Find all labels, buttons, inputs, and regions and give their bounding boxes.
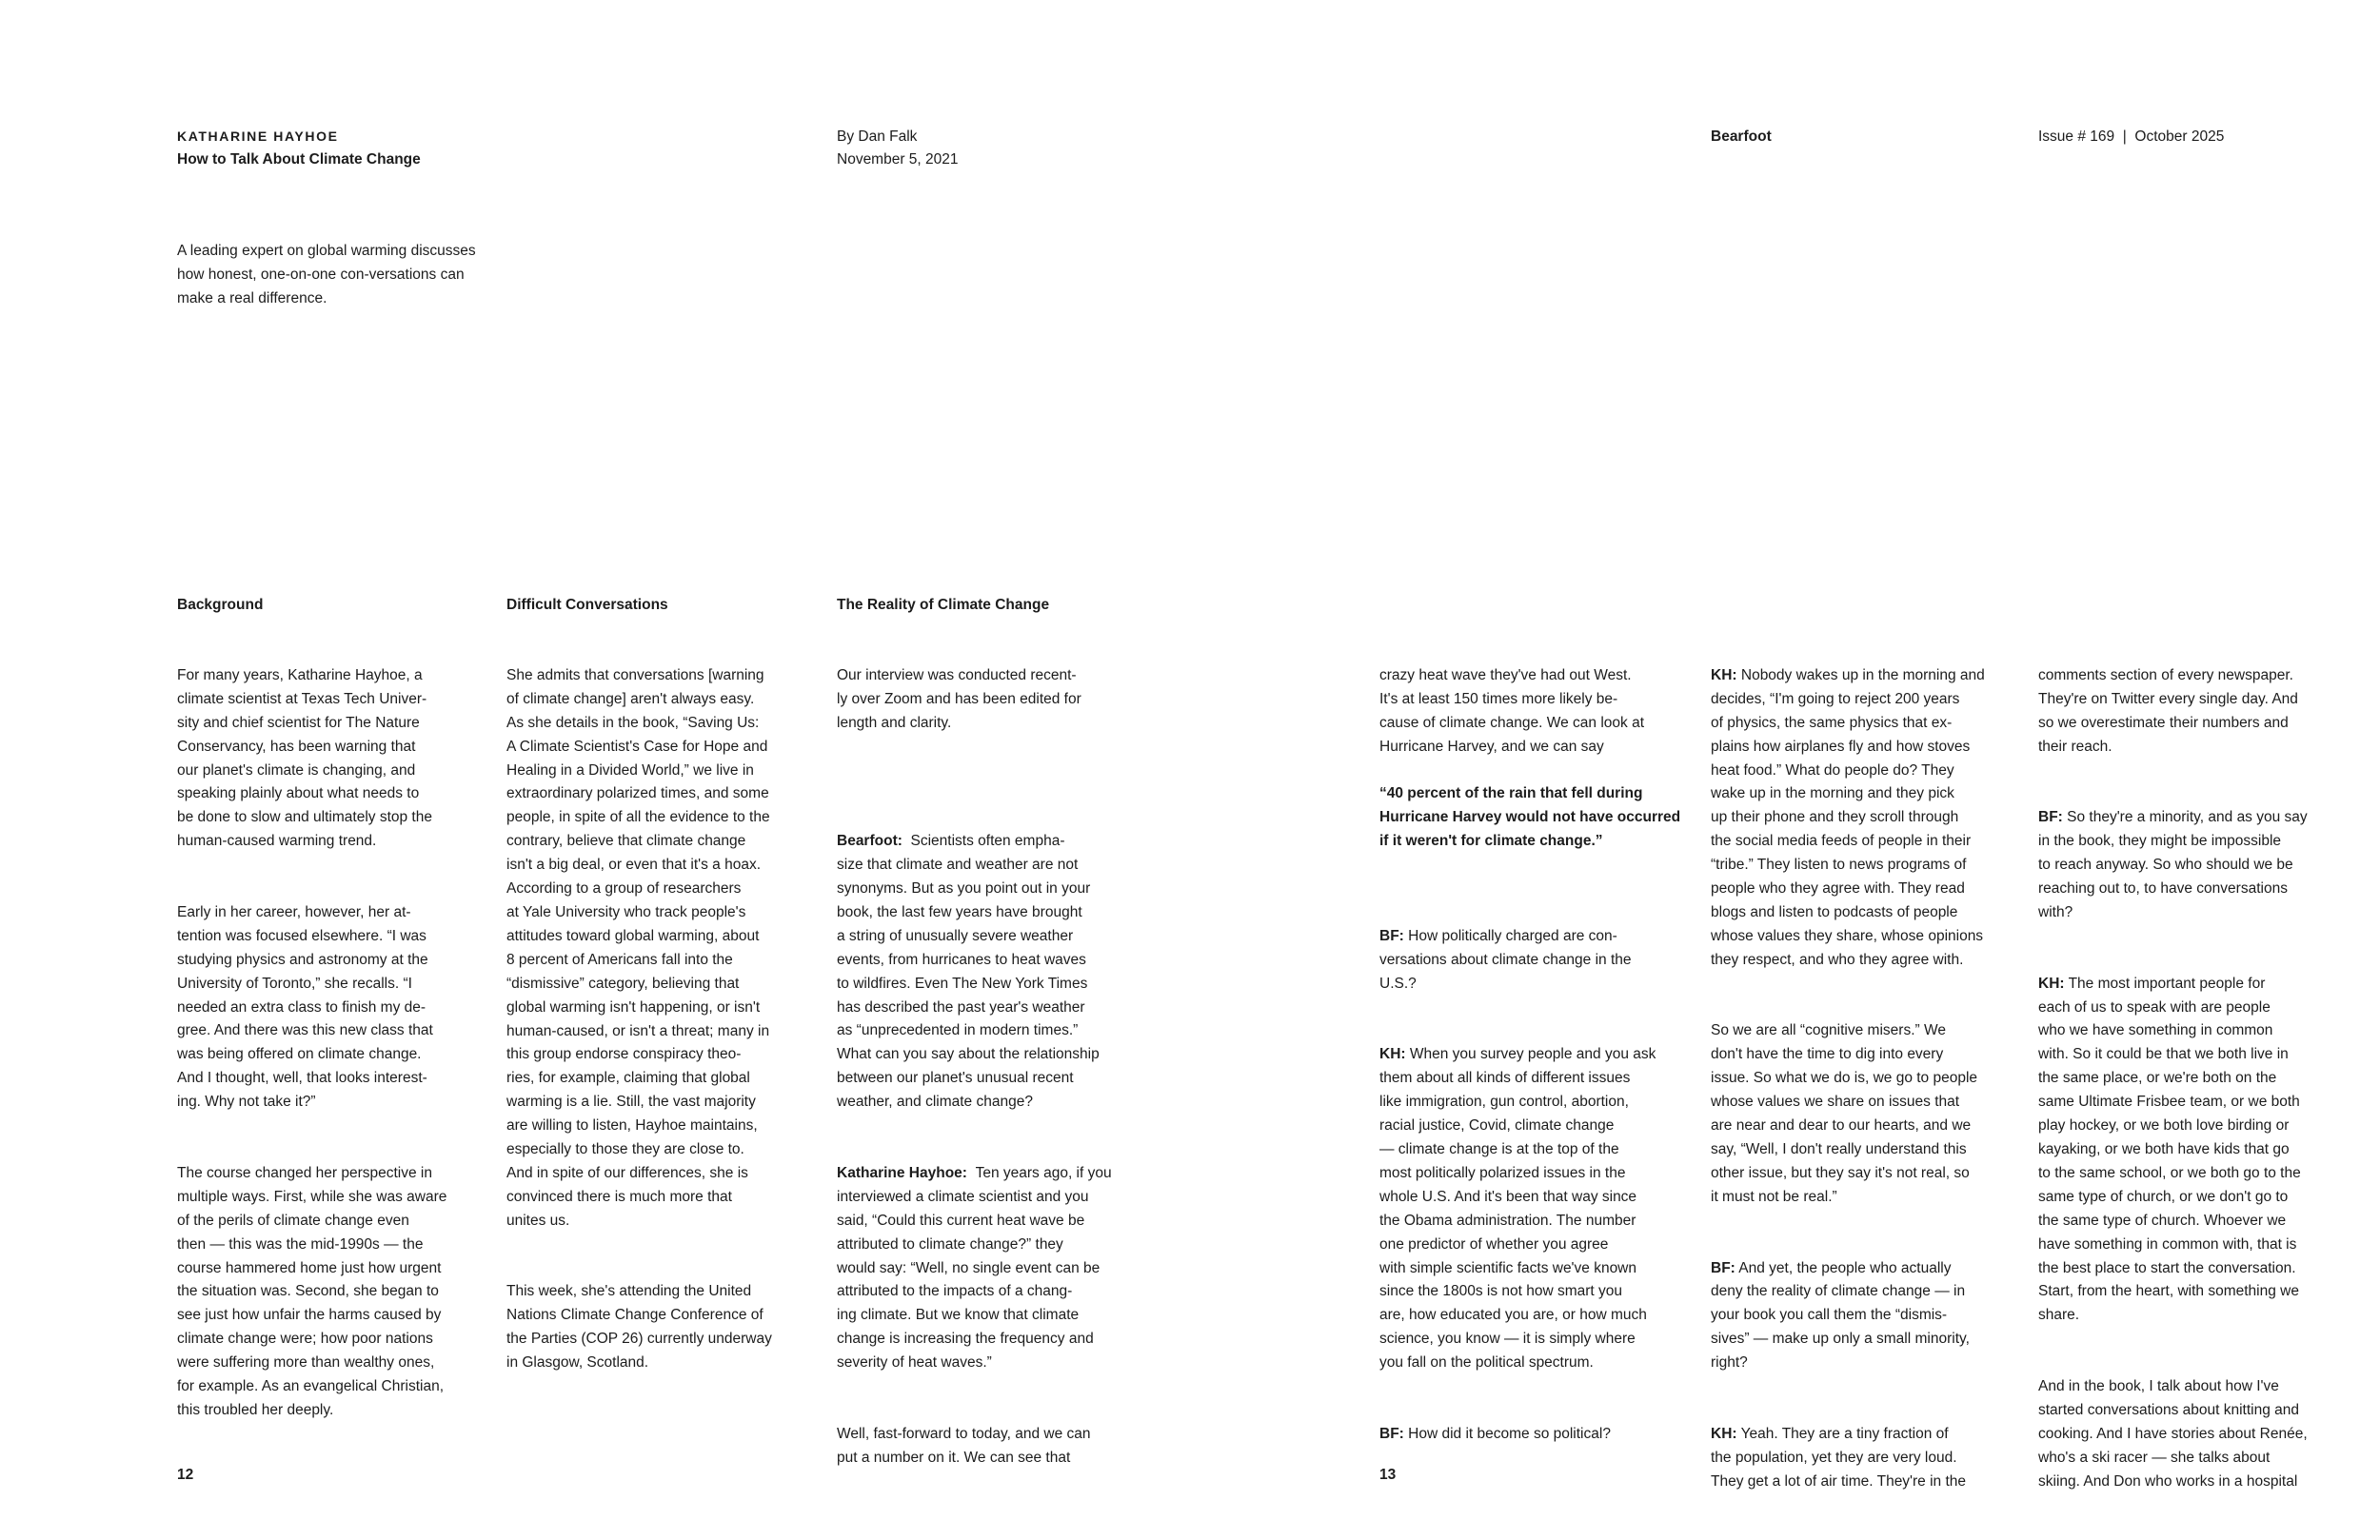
interview-question xyxy=(2038,806,2352,925)
publish-date: November 5, 2021 xyxy=(837,151,959,168)
interview-question xyxy=(837,830,1151,1115)
text-column-4-continued xyxy=(1379,901,1694,1471)
speaker-label: KH: xyxy=(1711,666,1737,683)
issue-info: Issue # 169 | October 2025 xyxy=(2038,128,2225,145)
answer-text: Yeah. They are a tiny fraction of the population, yet they are very loud. They get a lot of air time. They're in the xyxy=(1711,1425,1967,1490)
speaker-label: Bearfoot: xyxy=(837,833,902,850)
speaker-label: Katharine Hayhoe: xyxy=(837,1164,967,1181)
paragraph: crazy heat wave they've had out West. It's at least 150 times more likely be- cause of climate change. We can look at Hurricane Harvey, and we can say xyxy=(1379,666,1645,755)
speaker-label: KH: xyxy=(1379,1046,1406,1063)
byline: By Dan Falk xyxy=(837,128,918,145)
interview-answer xyxy=(1379,1043,1694,1375)
pull-quote: “40 percent of the rain that fell during Hurricane Harvey would not have occurred if it weren't for climate change.” xyxy=(1379,785,1681,849)
speaker-label: KH: xyxy=(1711,1425,1737,1442)
answer-text: The most important people for each of us to speak with are people who we have something in common with. So it could be that we both live in the same place, or we're both on the same Ultimate Frisbee team, or we both play hockey, or we both love birding or kayaking, or we both have kids that go to the same school, or we both go to the same type of church, or we don't go to the same type of church. Whoever we have something in common with, that is the best place to start the conversation. Start, from the heart, with something we share. xyxy=(2038,975,2301,1324)
interview-question xyxy=(1379,925,1694,997)
question-text: Scientists often empha- size that climate and weather are not synonyms. But as you point out in your book, the last few years have brought a string of unusually severe weather events, from hurricanes to heat waves to wildfires. Even The New York Times has described the past year's weather as “unprecedented in modern times.” What can you say about the relationship between our planet's unusual recent weather, and climate change? xyxy=(837,833,1100,1111)
question-text: So they're a minority, and as you say in the book, they might be impossible to reach anyway. So who should we be reaching out to, to have conversations with? xyxy=(2038,809,2308,920)
text-column-6 xyxy=(2038,641,2352,1517)
paragraph: So we are all “cognitive misers.” We don't have the time to dig into every issue. So what we do is, we go to people whose values we share on issues that are near and dear to our hearts, and we say, “Well, I don't really understand this other issue, but they say it's not real, so it must not be real.” xyxy=(1711,1022,1978,1205)
interview-answer xyxy=(1711,664,2025,973)
paragraph: Early in her career, however, her at- tention was focused elsewhere. “I was studying physics and astronomy at the University of Toronto,” she recalls. “I needed an extra class to finish my de- gree. And there was this new class that was being offered on climate change. And I thought, well, that looks interest- ing. Why not take it?” xyxy=(177,903,433,1111)
paragraph: She admits that conversations [warning of climate change] aren't always easy. As she details in the book, “Saving Us: A Climate Scientist's Case for Hope and Healing in a Divided World,” we live in extraordinary polarized times, and some people, in spite of all the evidence to the contrary, believe that climate change isn't a big deal, or even that it's a hoax. According to a group of researchers at Yale University who track people's attitudes toward global warming, about 8 percent of Americans fall into the “dismissive” category, believing that global warming isn't happening, or isn't human-caused, or isn't a threat; many in this group endorse conspiracy theo- ries, for example, claiming that global warming is a lie. Still, the vast majority are willing to listen, Hayhoe maintains, especially to those they are close to. And in spite of our differences, she is convinced there is much more that unites us. xyxy=(506,666,770,1229)
speaker-label: BF: xyxy=(1379,1425,1404,1442)
paragraph: Our interview was conducted recent- ly over Zoom and has been edited for length and clarity. xyxy=(837,666,1081,731)
answer-text: Nobody wakes up in the morning and decides, “I'm going to reject 200 years of physics, the same physics that ex- plains how airplanes fly and how stoves heat food.” What do people do? They wake up in the morning and they pick up their phone and they scroll through the social media feeds of people in their “tribe.” They listen to news programs of people who they agree with. They read blogs and listen to podcasts of people whose values they share, whose opinions they respect, and who they agree with. xyxy=(1711,666,1985,968)
interview-answer xyxy=(837,1162,1151,1375)
interview-question xyxy=(1379,1423,1694,1447)
question-text: How did it become so political? xyxy=(1408,1425,1611,1442)
speaker-label: BF: xyxy=(1379,927,1404,944)
interview-question xyxy=(1711,1257,2025,1376)
interview-answer xyxy=(1711,1423,2025,1494)
question-text: How politically charged are con- versations about climate change in the U.S.? xyxy=(1379,927,1632,992)
speaker-label: BF: xyxy=(1711,1259,1735,1276)
paragraph: comments section of every newspaper. They're on Twitter every single day. And so we overestimate their numbers and their reach. xyxy=(2038,666,2298,755)
paragraph: Well, fast-forward to today, and we can put a number on it. We can see that xyxy=(837,1425,1091,1466)
text-column-1 xyxy=(177,641,491,1447)
interview-answer xyxy=(2038,973,2352,1329)
speaker-label: KH: xyxy=(2038,975,2065,992)
speaker-label: BF: xyxy=(2038,809,2063,826)
article-title: How to Talk About Climate Change xyxy=(177,151,421,168)
page-number-left: 12 xyxy=(177,1467,194,1483)
paragraph: This week, she's attending the United Nations Climate Change Conference of the Parties (COP 26) currently underway in Glasgow, Scotland. xyxy=(506,1283,772,1372)
text-column-4 xyxy=(1379,641,1694,782)
question-text: And yet, the people who actually deny the reality of climate change — in your book you call them the “dismis- sives” — make up only a small minority, right? xyxy=(1711,1259,1970,1372)
text-column-3 xyxy=(837,641,1151,1494)
article-dek: A leading expert on global warming discusses how honest, one-on-one con-versations can make a real difference. xyxy=(177,243,476,306)
answer-text: When you survey people and you ask them about all kinds of different issues like immigration, gun control, abortion, racial justice, Covid, climate change — climate change is at the top of the most politically polarized issues in the whole U.S. And it's been that way since the Obama administration. The number one predictor of whether you agree with simple scientific facts we've known since the 1800s is not how smart you are, how educated you are, or how much science, you know — it is simply where you fall on the political spectrum. xyxy=(1379,1046,1656,1372)
page-number-right: 13 xyxy=(1379,1467,1397,1483)
section-heading-background: Background xyxy=(177,597,264,613)
paragraph: For many years, Katharine Hayhoe, a climate scientist at Texas Tech Univer- sity and chief scientist for The Nature Conservancy, has been warning that our planet's climate is changing, and speaking plainly about what needs to be done to slow and ultimately stop the human-caused warming trend. xyxy=(177,666,432,850)
text-column-2 xyxy=(506,641,821,1399)
section-heading-reality: The Reality of Climate Change xyxy=(837,597,1050,613)
publication-name: Bearfoot xyxy=(1711,128,1772,145)
section-heading-difficult-conversations: Difficult Conversations xyxy=(506,597,668,613)
author-name: KATHARINE HAYHOE xyxy=(177,128,339,144)
paragraph: The course changed her perspective in multiple ways. First, while she was aware of the perils of climate change even then — this was the mid-1990s — the course hammered home just how urgent the situation was. Second, she began to see just how unfair the harms caused by climate change were; how poor nations were suffering more than wealthy ones, for example. As an evangelical Christian, this troubled her deeply. xyxy=(177,1164,447,1418)
answer-text: Ten years ago, if you interviewed a climate scientist and you said, “Could this current heat wave be attributed to climate change?” they would say: “Well, no single event can be attributed to the impacts of a chang- ing climate. But we know that climate change is increasing the frequency and severity of heat waves.” xyxy=(837,1164,1112,1372)
paragraph: And in the book, I talk about how I've started conversations about knitting and cooking. And I have stories about Renée, who's a ski racer — she talks about skiing. And Don who works in a hospital xyxy=(2038,1378,2308,1490)
text-column-5 xyxy=(1711,641,2025,1517)
